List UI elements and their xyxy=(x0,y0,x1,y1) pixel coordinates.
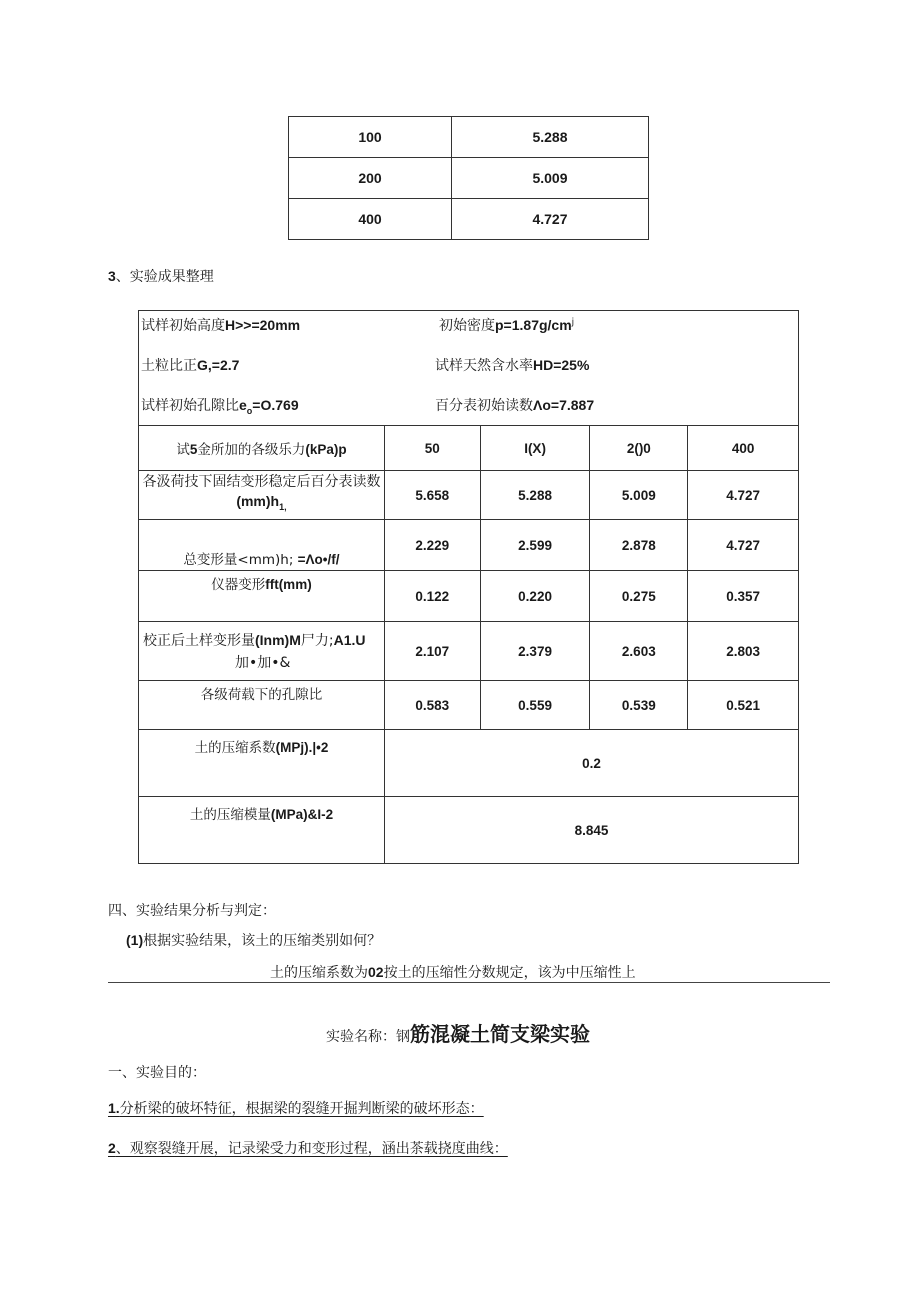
void-ratio-row xyxy=(139,681,799,730)
load-row xyxy=(139,426,799,471)
init-height: 试样初始高度H>>=20mm xyxy=(141,317,301,334)
moisture-content: 试样天然含水率HD=25% xyxy=(435,357,590,374)
load-value: 2()0 xyxy=(590,426,688,471)
analysis-answer: 土的压缩系数为02按土的压缩性分数规定，该为中压缩性上 xyxy=(270,964,636,981)
analysis-heading: 四、实验结果分析与判定： xyxy=(108,903,276,919)
reading-value: 5.009 xyxy=(590,471,688,520)
reading-cell: 4.727 xyxy=(452,199,649,240)
instrument-deformation-row xyxy=(139,571,799,622)
corrected-deformation-value: 2.379 xyxy=(480,622,590,681)
load-value: 50 xyxy=(384,426,480,471)
reading-value: 5.658 xyxy=(384,471,480,520)
info-section-row xyxy=(139,311,799,426)
purpose-item-1: 1.分析梁的破坏特征，根据梁的裂缝开掘判断梁的破坏形态： xyxy=(108,1100,484,1117)
table-row xyxy=(289,199,649,240)
analysis-question: (1)根据实验结果，该土的压缩类别如何？ xyxy=(126,932,382,949)
corrected-deformation-label: 校正后土样变形量(Inm)M尸力;A1.U 加•加•& xyxy=(139,622,385,681)
purpose-item-2: 2、观察裂缝开展，记录梁受力和变形过程，涵出茶载挠度曲线： xyxy=(108,1140,508,1157)
pressure-cell: 200 xyxy=(289,158,452,199)
purpose-heading: 一、实验目的： xyxy=(108,1065,206,1081)
reading-label: 各汲荷技下固结变形稳定后百分表读数$(mm)h_{1,}$ xyxy=(139,471,385,520)
results-table xyxy=(138,310,799,864)
section-3-heading: 3、实验成果整理 xyxy=(108,268,214,285)
instrument-deformation-value: 0.275 xyxy=(590,571,688,622)
corrected-deformation-value: 2.803 xyxy=(688,622,799,681)
instrument-deformation-value: 0.220 xyxy=(480,571,590,622)
experiment-title: 实验名称：钢筋混凝土简支梁实验 xyxy=(326,1022,590,1046)
gauge-initial-reading: 百分表初始读数Λo=7.887 xyxy=(435,397,595,414)
compression-modulus-label: 土的压缩模量(MPa)&I-2 xyxy=(139,797,385,864)
total-deformation-value: 2.229 xyxy=(384,520,480,571)
top-data-table xyxy=(288,116,649,240)
init-density: 初始密度$p=1.87g/cm^j$ xyxy=(439,317,575,334)
void-ratio-value: 0.521 xyxy=(688,681,799,730)
reading-value: 5.288 xyxy=(480,471,590,520)
reading-cell: 5.009 xyxy=(452,158,649,199)
void-ratio-label: 各级荷载下的孔隙比 xyxy=(139,681,385,730)
reading-value: 4.727 xyxy=(688,471,799,520)
compression-modulus-row xyxy=(139,797,799,864)
load-label: 试5金所加的各级乐力(kPa)p xyxy=(139,426,385,471)
init-void-ratio: 试样初始孔隙比$e_o=O.769$ xyxy=(141,397,299,416)
total-deformation-row xyxy=(139,520,799,571)
reading-cell: 5.288 xyxy=(452,117,649,158)
void-ratio-value: 0.539 xyxy=(590,681,688,730)
pressure-cell: 100 xyxy=(289,117,452,158)
pressure-cell: 400 xyxy=(289,199,452,240)
total-deformation-value: 2.599 xyxy=(480,520,590,571)
reading-row xyxy=(139,471,799,520)
instrument-deformation-value: 0.122 xyxy=(384,571,480,622)
total-deformation-value: 2.878 xyxy=(590,520,688,571)
load-value: I(X) xyxy=(480,426,590,471)
instrument-deformation-value: 0.357 xyxy=(688,571,799,622)
instrument-deformation-label: 仪器变形fft(mm) xyxy=(139,571,385,622)
gs-value: 土粒比正G,=2.7 xyxy=(141,357,240,374)
compression-coefficient-row xyxy=(139,730,799,797)
answer-underline xyxy=(108,982,830,983)
table-row xyxy=(289,158,649,199)
load-value: 400 xyxy=(688,426,799,471)
compression-coefficient-value: 0.2 xyxy=(384,730,798,797)
void-ratio-value: 0.583 xyxy=(384,681,480,730)
corrected-deformation-value: 2.603 xyxy=(590,622,688,681)
void-ratio-value: 0.559 xyxy=(480,681,590,730)
total-deformation-label: 总变形量<mm)h; =Λo•/f/ xyxy=(139,520,385,571)
table-row xyxy=(289,117,649,158)
compression-modulus-value: 8.845 xyxy=(384,797,798,864)
corrected-deformation-value: 2.107 xyxy=(384,622,480,681)
total-deformation-value: 4.727 xyxy=(688,520,799,571)
corrected-deformation-row xyxy=(139,622,799,681)
compression-coefficient-label: 土的压缩系数(MPj).|•2 xyxy=(139,730,385,797)
